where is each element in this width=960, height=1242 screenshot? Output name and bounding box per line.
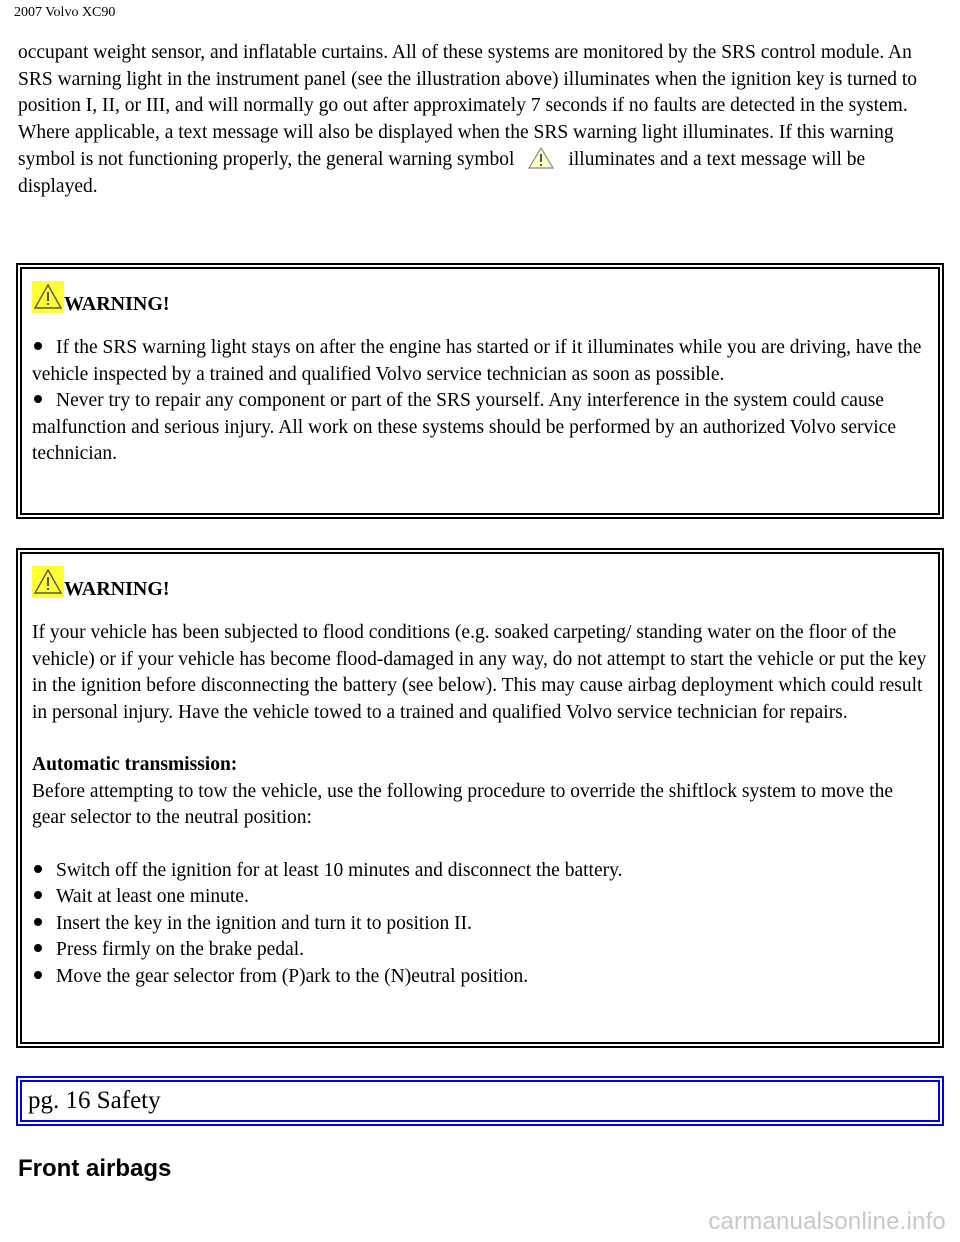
intro-paragraph-1: occupant weight sensor, and inflatable curtains. All of these systems are monitored by the SRS control module. An SRS warning light in the instrument panel (see the illustration above) illuminates when the ignition key is turned to position I, II, or III, and will normally go out after approximately 7 seconds if no faults are detected in the system. [18, 42, 918, 116]
warning-title: WARNING! [64, 293, 170, 315]
warning-title: WARNING! [64, 578, 170, 600]
list-item: Wait at least one minute. [32, 884, 928, 911]
subheading-automatic-transmission: Automatic transmission: [32, 754, 238, 775]
tow-procedure-steps [32, 858, 928, 991]
intro-paragraph-2-end: illuminates and a text message will be displayed. [18, 149, 866, 197]
warning-triangle-icon [32, 566, 64, 598]
list-item: Move the gear selector from (P)ark to the (N)eutral position. [32, 964, 928, 991]
watermark: carmanualsonline.info [708, 1208, 946, 1235]
document-header: 2007 Volvo XC90 [14, 5, 116, 20]
warning-box-srs [16, 263, 944, 519]
list-item: If the SRS warning light stays on after the engine has started or if it illuminates while you are driving, have the vehicle inspected by a trained and qualified Volvo service technician as soon as possible. [32, 337, 922, 385]
general-warning-icon [528, 146, 554, 170]
warning-list [32, 335, 928, 468]
list-item: Insert the key in the ignition and turn it to position II. [32, 911, 928, 938]
list-item: Switch off the ignition for at least 10 minutes and disconnect the battery. [32, 858, 928, 885]
list-item: Never try to repair any component or part of the SRS yourself. Any interference in the system could cause malfunction and serious injury. All work on these systems should be performed by an authorized Volvo service technician. [32, 390, 896, 464]
warning-heading [32, 281, 928, 313]
intro-text [18, 40, 938, 200]
warning-box-flood [16, 548, 944, 1048]
warning-heading [32, 566, 928, 598]
warning-triangle-icon [32, 281, 64, 313]
page-reference: pg. 16 Safety [20, 1080, 940, 1122]
section-heading: Front airbags [18, 1155, 172, 1182]
list-item: Press firmly on the brake pedal. [32, 937, 928, 964]
flood-warning-text: If your vehicle has been subjected to flood conditions (e.g. soaked carpeting/ standing water on the floor of the vehicle) or if your vehicle has become flood-damaged in any way, do not attempt to start the vehicle or put the key in the ignition before disconnecting the battery (see below). This may cause airbag deployment which could result in personal injury. Have the vehicle towed to a trained and qualified Volvo service technician for repairs. [32, 622, 927, 723]
page-reference-box [16, 1076, 944, 1126]
tow-procedure-intro: Before attempting to tow the vehicle, use the following procedure to override the shiftlock system to move the gear selector to the neutral position: [32, 780, 894, 828]
intro-paragraph-2-start: Where applicable, a text message will also be displayed when the SRS warning light illuminates. If this warning symbol is not functioning properly, the general warning symbol [18, 121, 894, 170]
intro-paragraph-2 [18, 120, 938, 201]
